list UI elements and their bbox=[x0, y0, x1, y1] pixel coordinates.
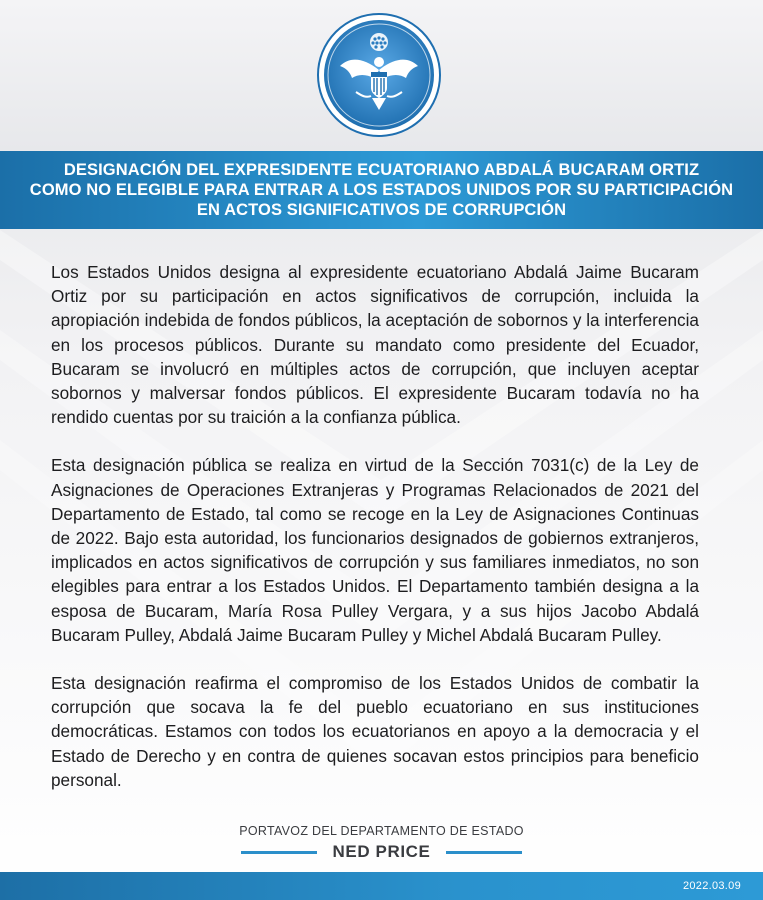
signature-name: NED PRICE bbox=[332, 842, 431, 861]
signature-title: PORTAVOZ DEL DEPARTAMENTO DE ESTADO bbox=[239, 824, 524, 838]
title-line-1: DESIGNACIÓN DEL EXPRESIDENTE ECUATORIANO ABDALÁ BUCARAM ORTIZ bbox=[63, 161, 700, 179]
signature-name-row bbox=[0, 842, 763, 862]
paragraph-1: Los Estados Unidos designa al expresidente ecuatoriano Abdalá Jaime Bucaram Ortiz por su participación en actos significativos de corrupción, incluida la apropiación indebida de fondos públicos, la aceptación de sobornos y la interferencia en los procesos públicos. Durante su mandato como presidente del Ecuador, Bucaram se involucró en múltiples actos de corrupción, que incluyen aceptar sobornos y malversar fondos públicos. El expresidente Bucaram todavía no ha rendido cuentas por su traición a la confianza pública. bbox=[51, 262, 699, 428]
great-seal-icon bbox=[316, 12, 442, 138]
title-line-2: COMO NO ELEGIBLE PARA ENTRAR A LOS ESTADOS UNIDOS POR SU PARTICIPACIÓN bbox=[29, 181, 734, 199]
paragraph-3: Esta designación reafirma el compromiso de los Estados Unidos de combatir la corrupción que socava la fe del pueblo ecuatoriano en sus instituciones democráticas. Estamos con todos los ecuatorianos en apoyo a la democracia y el Estado de Derecho y en contra de quienes socavan estos principios para beneficio personal. bbox=[51, 673, 699, 790]
title-banner bbox=[0, 151, 763, 229]
statement-body bbox=[51, 260, 699, 816]
title-line-3: EN ACTOS SIGNIFICATIVOS DE CORRUPCIÓN bbox=[196, 201, 567, 219]
signature-divider-right bbox=[446, 851, 522, 854]
paragraph-2: Esta designación pública se realiza en virtud de la Sección 7031(c) de la Ley de Asignaciones de Operaciones Extranjeras y Programas Relacionados de 2021 del Departamento de Estado, tal como se recoge en la Ley de Asignaciones Continuas de 2022. Bajo esta autoridad, los funcionarios designados de gobiernos extranjeros, implicados en actos significativos de corrupción y sus familiares inmediatos, no son elegibles para entrar a los Estados Unidos. El Departamento también designa a la esposa de Bucaram, María Rosa Pulley Vergara, y a sus hijos Jacobo Abdalá Bucaram Pulley, Abdalá Jaime Bucaram Pulley y Michel Abdalá Bucaram Pulley. bbox=[51, 455, 699, 645]
footer-date: 2022.03.09 bbox=[682, 880, 741, 892]
page-title bbox=[22, 160, 742, 220]
footer-bar bbox=[0, 872, 763, 900]
signature-divider-left bbox=[241, 851, 317, 854]
signature-block bbox=[0, 824, 763, 862]
